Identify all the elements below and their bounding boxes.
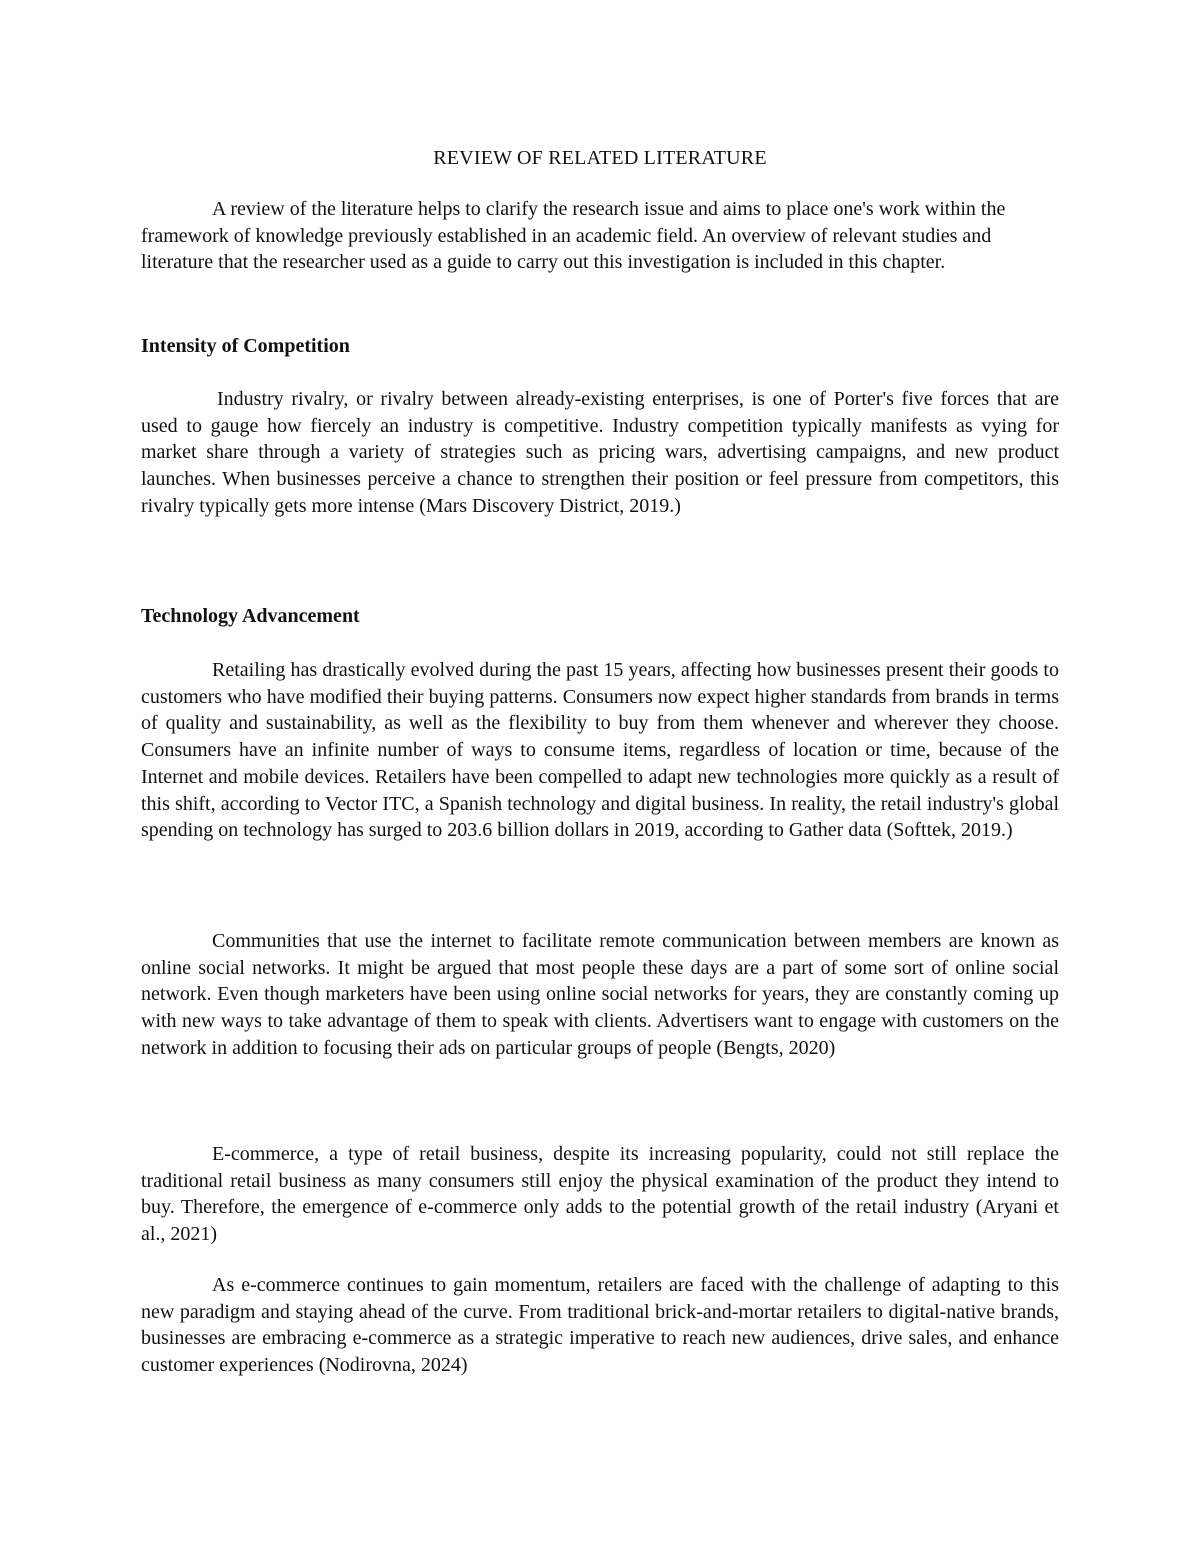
technology-paragraph-social-networks: Communities that use the internet to facilitate remote communication between members are known as online social networks. It might be argued that most people these days are a part of some sort of online social network. Even though marketers have been using online social networks for years, they are constantly coming up with new ways to take advantage of them to speak with clients. Advertisers want to engage with customers on the network in addition to focusing their ads on particular groups of people (Bengts, 2020) (141, 930, 1059, 1059)
document-title: REVIEW OF RELATED LITERATURE (433, 147, 767, 169)
competition-paragraph: Industry rivalry, or rivalry between already-existing enterprises, is one of Porter's five forces that are used to gauge how fiercely an industry is competitive. Industry competition typically manifests as vying for market share through a variety of strategies such as pricing wars, advertising campaigns, and new product launches. When businesses perceive a chance to strengthen their position or feel pressure from competitors, this rivalry typically gets more intense (Mars Discovery District, 2019.) (141, 388, 1059, 517)
section-heading-technology: Technology Advancement (141, 605, 360, 627)
section-heading-competition: Intensity of Competition (141, 335, 350, 357)
intro-paragraph: A review of the literature helps to clarify the research issue and aims to place one's work within the framework of knowledge previously established in an academic field. An overview of relevant studies and literature that the researcher used as a guide to carry out this investigation is included in this chapter. (141, 198, 1006, 274)
technology-paragraph-retailing: Retailing has drastically evolved during the past 15 years, affecting how businesses present their goods to customers who have modified their buying patterns. Consumers now expect higher standards from brands in terms of quality and sustainability, as well as the flexibility to buy from them whenever and wherever they choose. Consumers have an infinite number of ways to consume items, regardless of location or time, because of the Internet and mobile devices. Retailers have been compelled to adapt new technologies more quickly as a result of this shift, according to Vector ITC, a Spanish technology and digital business. In reality, the retail industry's global spending on technology has surged to 203.6 billion dollars in 2019, according to Gather data (Softtek, 2019.) (141, 659, 1059, 842)
technology-paragraph-momentum: As e-commerce continues to gain momentum, retailers are faced with the challenge of adapting to this new paradigm and staying ahead of the curve. From traditional brick-and-mortar retailers to digital-native brands, businesses are embracing e-commerce as a strategic imperative to reach new audiences, drive sales, and enhance customer experiences (Nodirovna, 2024) (141, 1274, 1059, 1377)
technology-paragraph-ecommerce: E-commerce, a type of retail business, despite its increasing popularity, could not still replace the traditional retail business as many consumers still enjoy the physical examination of the product they intend to buy. Therefore, the emergence of e-commerce only adds to the potential growth of the retail industry (Aryani et al., 2021) (141, 1143, 1059, 1246)
